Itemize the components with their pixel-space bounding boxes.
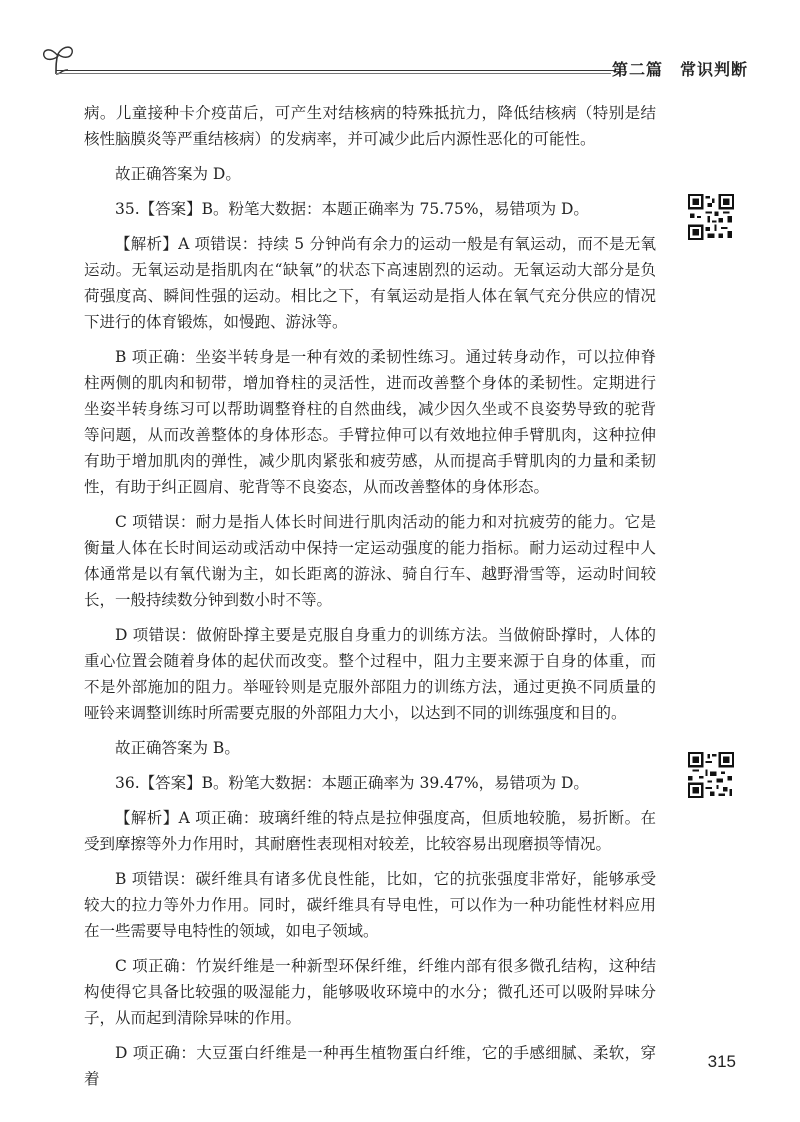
paragraph-q36-analysis-c: C 项正确：竹炭纤维是一种新型环保纤维，纤维内部有很多微孔结构，这种结构使得它具备比较强的吸湿能力，能够吸收环境中的水分；微孔还可以吸附异味分子，从而起到清除异味的作用。 [84,957,656,1027]
paragraph-q35-analysis-a: 【解析】A 项错误：持续 5 分钟尚有余力的运动一般是有氧运动，而不是无氧运动。无氧运动是指肌肉在“缺氧”的状态下高速剧烈的运动。无氧运动大部分是负荷强度高、瞬间性强的运动。相比之下，有氧运动是指人体在氧气充分供应的情况下进行的体育锻炼，如慢跑、游泳等。 [84,235,656,331]
qr-code-icon[interactable] [688,752,734,798]
page-header [0,0,800,90]
qr-code-icon[interactable] [688,194,734,240]
paragraph-continued: 病。儿童接种卡介疫苗后，可产生对结核病的特殊抵抗力，降低结核病（特别是结核性脑膜炎等严重结核病）的发病率，并可减少此后内源性恶化的可能性。 [84,104,656,148]
paragraph-q35-analysis-c: C 项错误：耐力是指人体长时间进行肌肉活动的能力和对抗疲劳的能力。它是衡量人体在长时间运动或活动中保持一定运动强度的能力指标。耐力运动过程中人体通常是以有氧代谢为主，如长距离的游泳、骑自行车、越野滑雪等，运动时间较长，一般持续数分钟到数小时不等。 [84,513,656,609]
page-number: 315 [707,1052,736,1071]
paragraph-q36-analysis-b: B 项错误：碳纤维具有诸多优良性能，比如，它的抗张强度非常好，能够承受较大的拉力等外力作用。同时，碳纤维具有导电性，可以作为一种功能性材料应用在一些需要导电特性的领域，如电子领域。 [84,870,656,940]
paragraph-q36-analysis-a: 【解析】A 项正确：玻璃纤维的特点是拉伸强度高，但质地较脆，易折断。在受到摩擦等外力作用时，其耐磨性表现相对较差，比较容易出现磨损等情况。 [84,809,656,853]
header-rule-thin [56,73,611,74]
paragraph-q35-conclusion: 故正确答案为 B。 [115,739,240,757]
running-head: 第二篇 常识判断 [611,60,748,79]
header-rule [56,70,616,71]
leaf-sprout-icon [38,40,78,80]
paragraph-q36-analysis-d: D 项正确：大豆蛋白纤维是一种再生植物蛋白纤维，它的手感细腻、柔软，穿着 [84,1044,656,1088]
paragraph-answer-34: 故正确答案为 D。 [115,165,241,183]
page-body [84,100,656,1101]
paragraph-q36-answer: 36.【答案】B。粉笔大数据：本题正确率为 39.47%，易错项为 D。 [115,774,589,792]
paragraph-q35-analysis-b: B 项正确：坐姿半转身是一种有效的柔韧性练习。通过转身动作，可以拉伸脊柱两侧的肌肉和韧带，增加脊柱的灵活性，进而改善整个身体的柔韧性。定期进行坐姿半转身练习可以帮助调整脊柱的自然曲线，减少因久坐或不良姿势导致的驼背等问题，从而改善整体的身体形态。手臂拉伸可以有效地拉伸手臂肌肉，这种拉伸有助于增加肌肉的弹性，减少肌肉紧张和疲劳感，从而提高手臂肌肉的力量和柔韧性，有助于纠正圆肩、驼背等不良姿态，从而改善整体的身体形态。 [84,348,656,496]
paragraph-q35-answer: 35.【答案】B。粉笔大数据：本题正确率为 75.75%，易错项为 D。 [115,200,589,218]
paragraph-q35-analysis-d: D 项错误：做俯卧撑主要是克服自身重力的训练方法。当做俯卧撑时，人体的重心位置会随着身体的起伏而改变。整个过程中，阻力主要来源于自身的体重，而不是外部施加的阻力。举哑铃则是克服外部阻力的训练方法，通过更换不同质量的哑铃来调整训练时所需要克服的外部阻力大小，以达到不同的训练强度和目的。 [84,626,656,722]
